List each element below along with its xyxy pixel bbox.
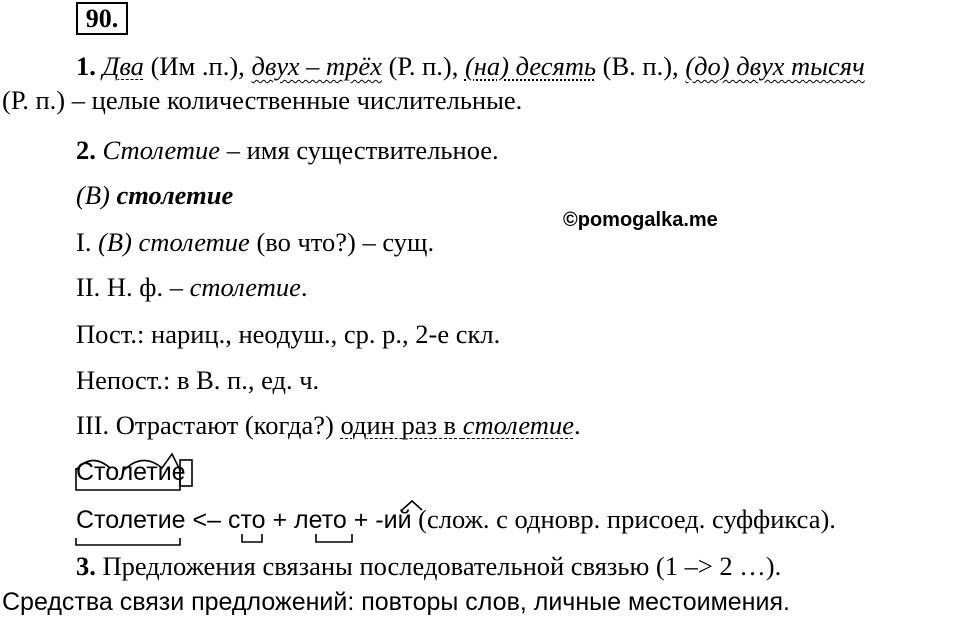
paragraph-2 (76, 134, 499, 166)
numeral-dvukh-tryokh: двух – трёх (251, 51, 382, 81)
analyzed-word: Столетие (102, 135, 221, 165)
plus: + - (346, 506, 384, 534)
sentence-start: III. Отрастают (когда?) (76, 410, 341, 440)
exercise-number: 90. (76, 2, 128, 35)
word: Столетие (76, 506, 186, 534)
constant-features: Пост.: нариц., неодуш., ср. р., 2-е скл. (76, 319, 501, 349)
adverbial-phrase (340, 410, 573, 440)
period: . (300, 272, 308, 302)
morpheme-word: Столетие (76, 458, 186, 486)
case-label: (В. п.), (596, 51, 686, 81)
item-i (76, 226, 434, 258)
word: столетие (462, 410, 574, 440)
item-ii (76, 271, 308, 303)
phrase: один раз в (340, 410, 463, 440)
question: (во что?) – сущ. (249, 227, 435, 257)
roman-numeral: I. (76, 227, 92, 257)
plus: + (265, 506, 295, 534)
sentence-connection: Предложения связаны последовательной связью (1 –> 2 …). (95, 551, 782, 581)
paragraph-1-line-1 (76, 50, 865, 82)
numeral-dvukh-tysyach: (до) двух тысяч (685, 51, 865, 81)
watermark: ©pomogalka.me (563, 209, 718, 231)
suffix: ий (383, 506, 412, 534)
stem-2: лето (294, 506, 347, 534)
item-number: 3. (76, 551, 96, 581)
initial-form-label: II. Н. ф. – (76, 272, 190, 302)
word-formation (76, 503, 836, 536)
stem-1: сто (227, 506, 266, 534)
formation-note: (слож. с одновр. присоед. суффикса). (411, 504, 836, 534)
preposition: (В) (98, 227, 132, 257)
period: . (573, 410, 581, 440)
stem-bracket (76, 538, 180, 545)
paragraph-3 (76, 550, 781, 582)
heading-word: столетие (116, 180, 234, 210)
case-label: (Им .п.), (143, 51, 252, 81)
word: столетие (138, 227, 250, 257)
paragraph-1-line-2: (Р. п.) – целые количественные числительные. (2, 85, 523, 115)
last-line: Средства связи предложений: повторы слов, личные местоимения. (2, 588, 790, 616)
part-of-speech: – имя существительное. (220, 135, 499, 165)
numeral-dva: Два (102, 51, 144, 81)
case-label: (Р. п.), (381, 51, 465, 81)
variable-features: Непост.: в В. п., ед. ч. (76, 365, 320, 395)
arrow: <– (185, 506, 228, 534)
item-number: 2. (76, 135, 96, 165)
item-number: 1. (76, 51, 96, 81)
numeral-desyat: (на) десять (464, 51, 597, 81)
preposition: (В) (76, 180, 110, 210)
analysis-heading (76, 179, 233, 211)
word: столетие (189, 272, 301, 302)
item-iii (76, 409, 581, 441)
